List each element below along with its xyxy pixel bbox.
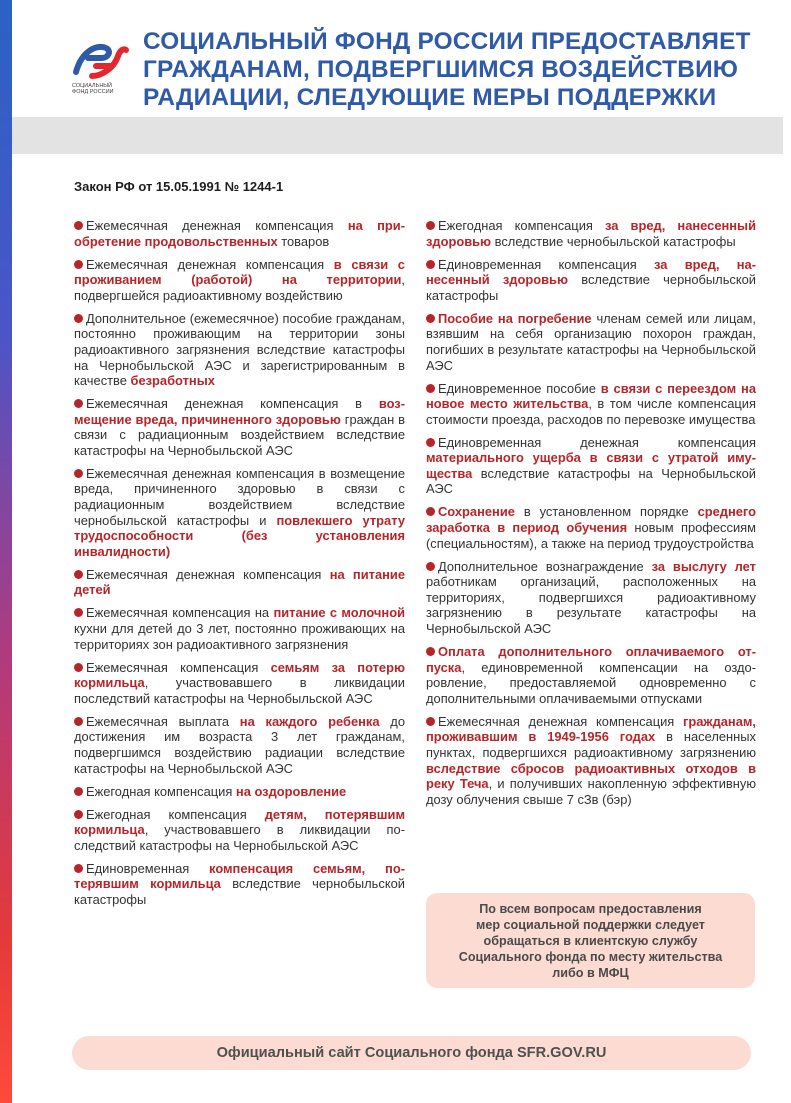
- benefit-highlight: в связи с проживанием (работой) на территории: [74, 256, 405, 288]
- benefit-text: Ежемесячная денежная компенсация: [86, 566, 330, 582]
- info-callout-line: По всем вопросам предоставления: [479, 901, 702, 916]
- benefit-highlight: Оплата дополнительного оплачиваемого отпуска: [426, 643, 756, 675]
- benefit-highlight: вследствие сбросов радиоактивных отходов в реку Теча: [426, 760, 756, 792]
- benefit-text: вследствие чернобыльской катастрофы: [491, 233, 736, 249]
- bullet-dot-icon: [74, 608, 83, 617]
- official-site-banner: [72, 1036, 751, 1070]
- benefit-text: , единовременной компенсации на оздоровление, предоставляемой одновременно с дополнительными оплачиваемыми отпусками: [426, 659, 756, 706]
- bullet-dot-icon: [426, 438, 435, 447]
- benefit-text: Ежегодная компенсация: [86, 783, 236, 799]
- benefit-item: [426, 714, 756, 808]
- bullet-dot-icon: [426, 221, 435, 230]
- logo-caption-line: СОЦИАЛЬНЫЙ: [72, 83, 113, 89]
- logo-caption-line: ФОНД РОССИИ: [72, 89, 114, 96]
- benefit-item: [74, 861, 405, 908]
- benefit-text: , в том числе компенсация стоимости проезда, расходов по перевозке имущества: [426, 396, 756, 427]
- bullet-dot-icon: [74, 810, 83, 819]
- benefit-text: до достижения им возраста 3 лет гражданам, подвергшимся воздействию радиации вследствие катастрофы на Чернобыльской АЭС: [74, 713, 405, 776]
- benefit-highlight: возмещение вреда, причиненного здоровью: [74, 396, 405, 427]
- benefit-text: граждан в связи с радиационным воздействием вследствие катастрофы на Чернобыльской АЭС: [74, 411, 405, 458]
- bullet-dot-icon: [426, 717, 435, 726]
- info-callout-line: обращаться в клиентскую службу: [483, 933, 698, 948]
- bullet-dot-icon: [426, 562, 435, 571]
- benefit-text: товаров: [277, 233, 330, 249]
- benefit-item: [74, 311, 405, 389]
- bullet-dot-icon: [426, 384, 435, 393]
- benefit-item: [74, 660, 405, 707]
- logo-caption: [72, 83, 142, 95]
- benefit-highlight: среднего заработка в период обучения: [426, 504, 756, 536]
- bullet-dot-icon: [74, 314, 83, 323]
- benefit-text: Ежемесячная компенсация: [86, 659, 271, 675]
- benefit-highlight: на питание детей: [74, 566, 405, 598]
- benefit-highlight: на каждого ребенка: [239, 713, 380, 729]
- benefits-list-right: [426, 218, 756, 815]
- benefit-item: [74, 396, 405, 458]
- header-divider-band: [12, 117, 783, 154]
- info-callout: [426, 893, 755, 988]
- benefit-highlight: Пособие на погребение: [438, 310, 592, 326]
- benefit-highlight: за вред, нанесенный здоровью: [426, 256, 756, 288]
- benefit-item: [426, 311, 756, 373]
- page-title-line: РАДИАЦИИ, СЛЕДУЮЩИЕ МЕРЫ ПОДДЕРЖКИ: [143, 84, 717, 111]
- benefit-highlight: Сохранение: [438, 504, 515, 520]
- benefit-text: вследствие чернобыльской катастрофы: [74, 876, 405, 907]
- benefit-item: [426, 257, 756, 304]
- benefit-highlight: за выслугу лет: [651, 558, 756, 574]
- benefit-text: вследствие чернобыльской катастрофы: [426, 272, 757, 303]
- benefit-text: , участвовавшего в ликвидации последствий катастрофы на Чернобыльской АЭС: [74, 675, 405, 706]
- benefit-highlight: семьям за потерю кормильца: [74, 659, 405, 691]
- benefit-item: [74, 257, 405, 304]
- benefit-text: работникам организаций, расположенных на территориях, подвергшихся радиоактивному загрязнению в результате катастрофы на Чернобыльской АЭС: [426, 574, 756, 636]
- benefit-text: членам семей или лицам, взявшим на себя организацию похорон граждан, погибших в результате катастрофы на Чернобыльской АЭС: [426, 310, 756, 373]
- benefit-highlight: детям, потерявшим кормильца: [74, 806, 405, 838]
- benefit-item: [426, 381, 756, 428]
- bullet-dot-icon: [74, 399, 83, 408]
- decorative-gradient-stripe: [0, 0, 12, 1103]
- benefit-text: в населенных пунктах, подвергшихся радиоактивному загрязнению: [426, 729, 756, 760]
- benefit-text: Дополнительное (ежемесячное) пособие гражданам, постоянно проживающим на территории зоны радиоактивного загрязнения вследствие катастрофы на Чернобыльской АЭС и зарегистрированным в качестве: [74, 310, 405, 389]
- benefit-item: [426, 644, 756, 706]
- benefit-highlight: питание с молочной: [273, 605, 405, 621]
- benefit-item: [74, 218, 405, 249]
- benefit-item: [426, 559, 756, 637]
- benefit-highlight: за вред, нанесенный здоровью: [426, 218, 756, 249]
- benefit-text: Ежемесячная денежная компенсация: [86, 256, 334, 272]
- bullet-dot-icon: [74, 864, 83, 873]
- page-title-line: ГРАЖДАНАМ, ПОДВЕРГШИМСЯ ВОЗДЕЙСТВИЮ: [143, 56, 739, 83]
- bullet-dot-icon: [74, 570, 83, 579]
- benefit-item: [74, 567, 405, 598]
- bullet-dot-icon: [74, 663, 83, 672]
- benefit-text: Единовременная денежная компенсация: [438, 434, 756, 450]
- info-callout-line: либо в МФЦ: [552, 965, 629, 980]
- info-callout-line: мер социальной поддержки следует: [476, 917, 705, 932]
- page-title-line: СОЦИАЛЬНЫЙ ФОНД РОССИИ ПРЕДОСТАВЛЯЕТ: [143, 28, 751, 55]
- benefit-highlight: гражданам, проживавшим в 1949-1956 годах: [426, 713, 756, 745]
- sfr-logo-icon: [72, 42, 130, 82]
- benefit-item: [74, 807, 405, 854]
- law-reference: Закон РФ от 15.05.1991 № 1244-1: [74, 179, 284, 194]
- bullet-dot-icon: [426, 314, 435, 323]
- bullet-dot-icon: [74, 221, 83, 230]
- benefit-highlight: на приобретение продовольственных: [74, 218, 405, 249]
- bullet-dot-icon: [74, 260, 83, 269]
- bullet-dot-icon: [74, 469, 83, 478]
- benefit-text: новым профессиям (специальностям), а также на период трудоустройства: [426, 520, 756, 551]
- benefit-text: Ежегодная компенсация: [86, 806, 265, 822]
- benefit-text: Ежемесячная выплата: [86, 713, 240, 729]
- benefits-list-left: [74, 218, 405, 915]
- benefit-highlight: в связи с переездом на новое место жительства: [426, 380, 756, 412]
- bullet-dot-icon: [426, 507, 435, 516]
- official-site-text: Официальный сайт Социального фонда SFR.GOV.RU: [216, 1045, 607, 1061]
- benefit-text: Ежемесячная компенсация на: [86, 605, 274, 621]
- benefit-text: , участвовавшего в ликвидации последствий катастрофы на Чернобыльской АЭС: [74, 822, 405, 853]
- benefit-item: [74, 784, 405, 800]
- benefit-item: [74, 605, 405, 652]
- benefit-item: [74, 466, 405, 560]
- benefit-text: Единовременная: [86, 860, 210, 876]
- bullet-dot-icon: [426, 260, 435, 269]
- benefit-highlight: повлекшего утрату трудоспособности (без установления инвалидности): [74, 512, 405, 559]
- benefit-text: , и получивших накопленную эффективную дозу облучения свыше 7 сЗв (бэр): [426, 776, 756, 807]
- benefit-highlight: материального ущерба в связи с утратой имущества: [426, 450, 756, 481]
- benefit-text: кухни для детей до 3 лет, постоянно проживающих на территориях зон радиоактивного загрязнения: [74, 621, 405, 652]
- benefit-text: Единовременное пособие: [438, 380, 601, 396]
- benefit-text: Ежегодная компенсация: [438, 218, 606, 233]
- benefit-text: Ежемесячная денежная компенсация в возмещение вреда, причиненного здоровью в связи с радиационным воздействием вследствие чернобыльской катастрофы и: [74, 465, 405, 528]
- benefit-item: [74, 714, 405, 776]
- benefit-item: [426, 435, 756, 497]
- benefit-item: [426, 218, 756, 249]
- benefit-text: , подвергшейся радиоактивному воздействию: [74, 272, 405, 303]
- bullet-dot-icon: [74, 787, 83, 796]
- benefit-highlight: безработных: [130, 373, 215, 389]
- benefit-text: Единовременная компенсация: [438, 256, 655, 272]
- page-title: [143, 28, 763, 112]
- benefit-text: вследствие катастрофы на Чернобыльской АЭС: [426, 465, 756, 497]
- bullet-dot-icon: [426, 647, 435, 656]
- benefit-highlight: на оздоровление: [235, 783, 347, 799]
- benefit-text: Ежемесячная денежная компенсация в: [86, 396, 379, 412]
- info-callout-line: Социального фонда по месту жительства: [458, 949, 723, 964]
- benefit-highlight: компенсация семьям, потерявшим кормильца: [74, 860, 405, 892]
- benefit-text: Ежемесячная денежная компенсация: [438, 713, 684, 729]
- benefit-text: в установленном порядке: [514, 504, 698, 520]
- bullet-dot-icon: [74, 717, 83, 726]
- benefit-text: Дополнительное вознаграждение: [438, 558, 652, 574]
- benefit-item: [426, 504, 756, 551]
- benefit-text: Ежемесячная денежная компенсация: [86, 218, 348, 233]
